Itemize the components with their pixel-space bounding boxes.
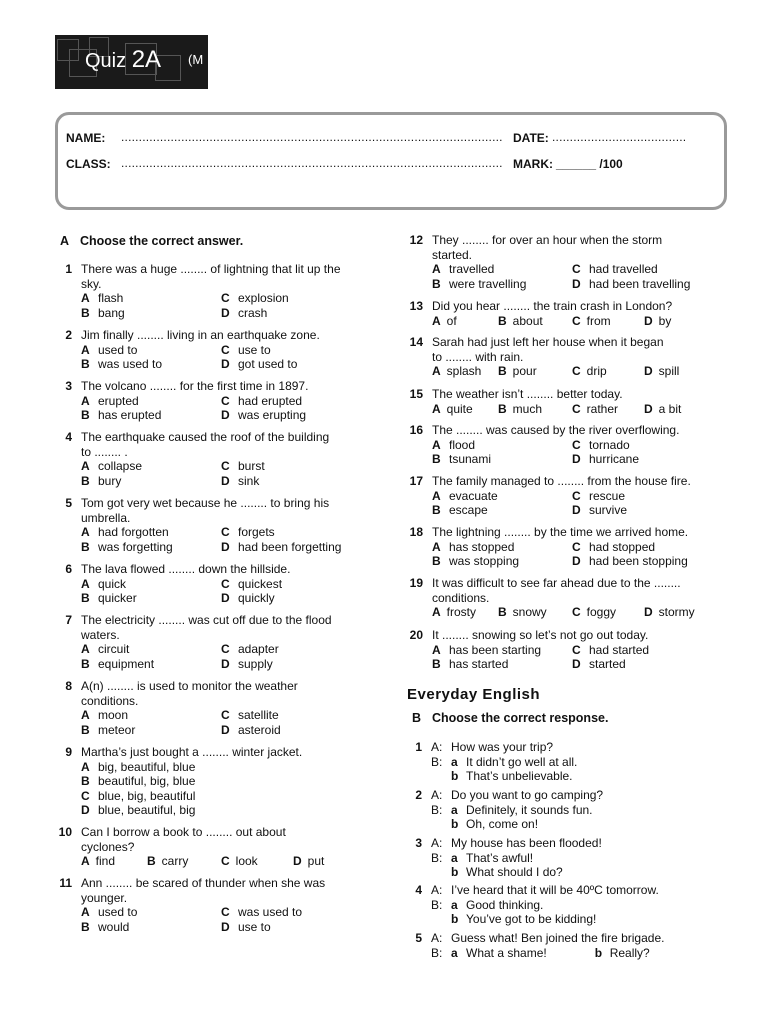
answer-option-a[interactable]: A collapse: [81, 459, 143, 474]
answer-option-c[interactable]: C rescue: [572, 488, 626, 503]
question-number: 10: [58, 825, 72, 839]
answer-option-b[interactable]: B snowy: [498, 605, 547, 620]
answer-option-c[interactable]: C burst: [221, 459, 265, 474]
question-text: The earthquake caused the roof of the building: [81, 430, 330, 444]
answer-option-b[interactable]: B about: [498, 313, 543, 328]
answer-option-b[interactable]: B would: [81, 919, 130, 934]
answer-option-c[interactable]: C quickest: [221, 576, 283, 591]
answer-option-d[interactable]: D got used to: [221, 357, 298, 372]
question-text: There was a huge ........ of lightning that lit up the: [81, 262, 341, 276]
answer-option-d[interactable]: D by: [644, 313, 672, 328]
question-text: Can I borrow a book to ........ out about: [81, 825, 286, 839]
answer-option-c[interactable]: C explosion: [221, 291, 289, 306]
question-text: cyclones?: [81, 839, 135, 854]
answer-option-c[interactable]: C had erupted: [221, 393, 303, 408]
question-number: 8: [65, 679, 72, 693]
answer-option-a[interactable]: A had forgotten: [81, 525, 169, 540]
answer-option-c[interactable]: C tornado: [572, 437, 630, 452]
question-number: 2: [65, 328, 72, 342]
answer-option-a[interactable]: A flash: [81, 291, 124, 306]
question-text: started.: [432, 247, 473, 262]
quiz-banner: [55, 35, 208, 89]
answer-option-a[interactable]: A has stopped: [432, 539, 515, 554]
section-a-heading: [60, 234, 243, 248]
answer-option-a[interactable]: A erupted: [81, 393, 139, 408]
response-option-b[interactable]: b Oh, come on!: [451, 817, 539, 832]
question-text: to ........ .: [81, 444, 128, 459]
answer-option-d[interactable]: D started: [572, 657, 626, 672]
response-option-b[interactable]: b That’s unbelievable.: [451, 769, 573, 784]
response-option-b[interactable]: b What should I do?: [451, 865, 563, 880]
question-text: Sarah had just left her house when it began: [432, 335, 664, 349]
question-text: The family managed to ........ from the house fire.: [432, 474, 691, 488]
question-number: 11: [59, 876, 72, 890]
answer-option-d[interactable]: D survive: [572, 503, 628, 518]
question-text: The lava flowed ........ down the hillside.: [81, 562, 291, 576]
answer-option-b[interactable]: B pour: [498, 364, 537, 379]
dialogue-number: 5: [415, 931, 422, 945]
answer-option-c[interactable]: C forgets: [221, 525, 275, 540]
answer-option-c[interactable]: C had started: [572, 642, 650, 657]
response-option-a[interactable]: B: a Good thinking.: [431, 897, 544, 912]
question-text: Ann ........ be scared of thunder when she was: [81, 876, 326, 890]
response-option-a[interactable]: B: a That’s awful!: [431, 850, 534, 865]
question-text: The ........ was caused by the river overflowing.: [432, 423, 680, 437]
question-text: Jim finally ........ living in an earthquake zone.: [81, 328, 320, 342]
answer-option-c[interactable]: C foggy: [572, 605, 617, 620]
question-number: 5: [65, 496, 72, 510]
answer-option-c[interactable]: C rather: [572, 401, 619, 416]
answer-option-d[interactable]: D hurricane: [572, 452, 640, 467]
question-number: 7: [65, 613, 72, 627]
question-text: waters.: [81, 627, 120, 642]
answer-option-b[interactable]: B tsunami: [432, 452, 492, 467]
question-text: conditions.: [81, 693, 139, 708]
quiz-cut-text: (M: [188, 52, 204, 67]
answer-option-c[interactable]: C blue, big, beautiful: [81, 788, 196, 803]
answer-option-c[interactable]: C had stopped: [572, 539, 656, 554]
dialogue-number: 4: [415, 883, 422, 897]
answer-option-d[interactable]: D blue, beautiful, big: [81, 803, 196, 818]
question-text: umbrella.: [81, 510, 131, 525]
answer-option-a[interactable]: A has been starting: [432, 642, 542, 657]
section-instruction: Choose the correct answer.: [80, 234, 244, 248]
answer-option-a[interactable]: A evacuate: [432, 488, 498, 503]
mark-field[interactable]: ______ /100: [556, 157, 623, 171]
question-text: A(n) ........ is used to monitor the weather: [81, 679, 298, 693]
question-number: 20: [409, 628, 423, 642]
answer-option-a[interactable]: A quick: [81, 576, 127, 591]
answer-option-b[interactable]: B bury: [81, 473, 122, 488]
question-text: to ........ with rain.: [432, 349, 524, 364]
answer-option-a[interactable]: A used to: [81, 905, 138, 920]
response-option-a[interactable]: B: a Definitely, it sounds fun.: [431, 802, 593, 817]
question-number: 3: [65, 379, 72, 393]
answer-option-d[interactable]: D use to: [221, 919, 271, 934]
question-text: It was difficult to see far ahead due to the ........: [432, 576, 681, 590]
answer-option-d[interactable]: D stormy: [644, 605, 695, 620]
answer-option-c[interactable]: C use to: [221, 342, 271, 357]
quiz-number: 2A: [131, 46, 162, 73]
date-label: DATE:: [513, 131, 549, 145]
date-field[interactable]: ......................................: [552, 130, 687, 144]
answer-option-d[interactable]: D supply: [221, 656, 273, 671]
answer-option-b[interactable]: B much: [498, 401, 543, 416]
answer-option-a[interactable]: A quite: [432, 401, 473, 416]
answer-option-b[interactable]: B quicker: [81, 591, 137, 606]
question-text: sky.: [81, 276, 102, 291]
question-number: 12: [409, 233, 423, 247]
answer-option-b[interactable]: B beautiful, big, blue: [81, 774, 196, 789]
response-options[interactable]: B: a What a shame! b Really?: [431, 945, 650, 960]
answer-option-a[interactable]: A frosty: [432, 605, 477, 620]
answer-option-c[interactable]: C was used to: [221, 905, 303, 920]
answer-option-d[interactable]: D put: [293, 854, 325, 869]
answer-option-b[interactable]: B was forgetting: [81, 539, 173, 554]
answer-option-a[interactable]: A big, beautiful, blue: [81, 759, 196, 774]
answer-option-c[interactable]: C from: [572, 313, 611, 328]
question-text: Martha’s just bought a ........ winter jacket.: [81, 745, 303, 759]
question-number: 18: [409, 525, 423, 539]
answer-option-b[interactable]: B meteor: [81, 722, 136, 737]
response-option-a[interactable]: B: a It didn’t go well at all.: [431, 754, 578, 769]
section-instruction: Choose the correct response.: [432, 711, 609, 725]
answer-option-a[interactable]: A used to: [81, 342, 138, 357]
dialogue-number: 3: [415, 836, 422, 850]
answer-option-d[interactable]: D was erupting: [221, 408, 307, 423]
section-letter: A: [60, 234, 70, 248]
answer-option-b[interactable]: B were travelling: [432, 276, 527, 291]
question-text: They ........ for over an hour when the storm: [432, 233, 663, 247]
answer-option-a[interactable]: A of: [432, 313, 457, 328]
class-label: CLASS:: [66, 157, 111, 171]
question-number: 15: [409, 387, 423, 401]
question-text: younger.: [81, 890, 128, 905]
answer-option-d[interactable]: D a bit: [644, 401, 682, 416]
dialogue-number: 1: [415, 740, 422, 754]
dialogue-prompt: A: How was your trip?: [431, 740, 554, 754]
question-number: 19: [409, 576, 423, 590]
answer-option-d[interactable]: D quickly: [221, 591, 275, 606]
answer-option-d[interactable]: D had been stopping: [572, 554, 688, 569]
answer-option-b[interactable]: B was used to: [81, 357, 163, 372]
answer-option-b[interactable]: B has erupted: [81, 408, 162, 423]
question-number: 16: [409, 423, 423, 437]
question-number: 1: [65, 262, 72, 276]
answer-option-b[interactable]: B bang: [81, 305, 125, 320]
answer-option-a[interactable]: A moon: [81, 708, 129, 723]
class-field[interactable]: ............................................................................................................: [121, 156, 503, 170]
answer-option-d[interactable]: D had been travelling: [572, 276, 691, 291]
answer-option-b[interactable]: B was stopping: [432, 554, 520, 569]
answer-option-a[interactable]: A travelled: [432, 262, 495, 277]
answer-option-b[interactable]: B equipment: [81, 656, 155, 671]
question-number: 4: [65, 430, 72, 444]
answer-option-d[interactable]: D crash: [221, 305, 268, 320]
dialogue-number: 2: [415, 788, 422, 802]
dialogue-prompt: A: Guess what! Ben joined the fire brigade.: [431, 931, 665, 945]
name-label: NAME:: [66, 131, 106, 145]
dialogue-prompt: A: My house has been flooded!: [431, 836, 602, 850]
answer-option-a[interactable]: A circuit: [81, 642, 130, 657]
answer-option-d[interactable]: D spill: [644, 364, 680, 379]
answer-option-a[interactable]: A splash: [432, 364, 482, 379]
name-field[interactable]: ............................................................................................................: [121, 130, 503, 144]
question-text: The electricity ........ was cut off due to the flood: [81, 613, 332, 627]
question-text: The lightning ........ by the time we arrived home.: [432, 525, 689, 539]
answer-option-d[interactable]: D had been forgetting: [221, 539, 342, 554]
answer-option-c[interactable]: C adapter: [221, 642, 279, 657]
question-number: 17: [409, 474, 423, 488]
answer-option-b[interactable]: B carry: [147, 854, 189, 869]
question-number: 9: [65, 745, 72, 759]
answer-option-a[interactable]: A flood: [432, 437, 476, 452]
question-number: 14: [409, 335, 423, 349]
quiz-label: Quiz: [85, 50, 127, 72]
question-text: conditions.: [432, 590, 490, 605]
question-text: Tom got very wet because he ........ to bring his: [81, 496, 330, 510]
answer-option-c[interactable]: C look: [221, 854, 258, 869]
question-number: 6: [65, 562, 72, 576]
question-text: Did you hear ........ the train crash in London?: [432, 299, 673, 313]
dialogue-prompt: A: I’ve heard that it will be 40ºC tomorrow.: [431, 883, 659, 897]
answer-option-c[interactable]: C had travelled: [572, 262, 658, 277]
answer-option-c[interactable]: C drip: [572, 364, 607, 379]
answer-option-b[interactable]: B escape: [432, 503, 488, 518]
answer-option-b[interactable]: B has started: [432, 657, 509, 672]
question-text: It ........ snowing so let’s not go out today.: [432, 628, 649, 642]
question-text: The weather isn’t ........ better today.: [432, 387, 623, 401]
answer-option-a[interactable]: A find: [81, 854, 116, 869]
mark-label: MARK:: [513, 157, 553, 171]
dialogue-prompt: A: Do you want to go camping?: [431, 788, 604, 802]
question-text: The volcano ........ for the first time in 1897.: [81, 379, 309, 393]
quiz-title: [85, 46, 161, 74]
section-b-heading: [412, 711, 608, 725]
answer-option-d[interactable]: D sink: [221, 473, 260, 488]
answer-option-d[interactable]: D asteroid: [221, 722, 281, 737]
everyday-english-heading: Everyday English: [407, 686, 541, 703]
section-letter: B: [412, 711, 422, 725]
response-option-b[interactable]: b You’ve got to be kidding!: [451, 912, 597, 927]
question-number: 13: [409, 299, 423, 313]
answer-option-c[interactable]: C satellite: [221, 708, 279, 723]
